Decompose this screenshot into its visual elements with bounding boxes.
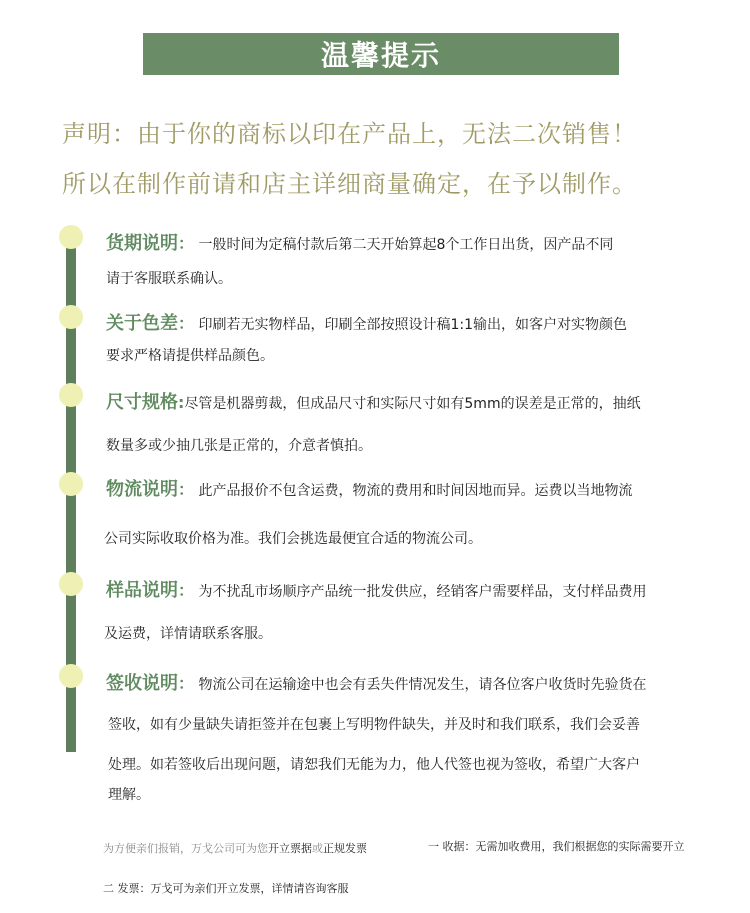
- footer-text: 正规发票: [323, 842, 367, 855]
- section-text: 尽管是机器剪裁，但成品尺寸和实际尺寸如有5mm的误差是正常的，抽纸: [184, 396, 641, 412]
- timeline-dot: [59, 472, 83, 496]
- section-text-line: 处理。如若签收后出现问题，请恕我们无能为力，他人代签也视为签收，希望广大客户: [108, 757, 640, 773]
- section-text-line: 签收，如有少量缺失请拒签并在包裹上写明物件缺失，并及时和我们联系，我们会妥善: [108, 717, 640, 733]
- section-text-line: 公司实际收取价格为准。我们会挑选最便宜合适的物流公司。: [104, 531, 482, 547]
- section-label: 签收说明: [106, 673, 178, 694]
- timeline-dot: [59, 383, 83, 407]
- footer-line-2: 二 发票：万戈可为亲们开立发票，详情请咨询客服: [103, 882, 349, 895]
- section-text: 为不扰乱市场顺序产品统一批发供应，经销客户需要样品，支付样品费用: [198, 584, 647, 600]
- section-text: 此产品报价不包含运费，物流的费用和时间因地而异。运费以当地物流: [198, 483, 633, 499]
- section-text-line: 要求严格请提供样品颜色。: [106, 348, 274, 364]
- section-label: 物流说明: [106, 479, 178, 500]
- timeline-dot: [59, 572, 83, 596]
- timeline-dot: [59, 664, 83, 688]
- banner-title: 温馨提示: [320, 39, 441, 72]
- section-colon: ：: [178, 674, 195, 693]
- section-text: 印刷若无实物样品，印刷全部按照设计稿1:1输出，如客户对实物颜色: [198, 317, 627, 333]
- section-text: 物流公司在运输途中也会有丢失件情况发生，请各位客户收货时先验货在: [198, 677, 647, 693]
- timeline-dot: [59, 225, 83, 249]
- footer-receipt-note: 一 收据：无需加收费用，我们根据您的实际需要开立: [428, 840, 685, 853]
- footer-line-1: [103, 840, 367, 856]
- footer-text: 或: [312, 842, 323, 855]
- section-heading-line: [106, 669, 646, 695]
- section-text: 一般时间为定稿付款后第二天开始算起8个工作日出货，因产品不同: [198, 237, 614, 253]
- section-label: 样品说明: [106, 580, 178, 601]
- section-label: 尺寸规格: [106, 392, 178, 413]
- notice-line-1: 声明：由于你的商标以印在产品上，无法二次销售！: [62, 120, 637, 148]
- section-heading-line: [106, 388, 641, 414]
- footer-text: 开立票据: [268, 842, 312, 855]
- section-colon: ：: [178, 581, 195, 600]
- section-label: 货期说明: [106, 233, 178, 254]
- section-colon: :: [178, 393, 185, 412]
- section-heading-line: [106, 229, 613, 255]
- section-colon: ：: [178, 480, 195, 499]
- section-text-line: 数量多或少抽几张是正常的，介意者慎拍。: [106, 438, 372, 454]
- section-colon: ：: [178, 234, 195, 253]
- section-colon: ：: [178, 314, 195, 333]
- title-banner: [143, 33, 619, 75]
- timeline-dot: [59, 305, 83, 329]
- section-text-line: 及运费，详情请联系客服。: [104, 626, 272, 642]
- section-heading-line: [106, 475, 632, 501]
- section-text-line: 理解。: [108, 787, 150, 803]
- footer-text: 为方便亲们报销，万戈公司可为您: [103, 842, 268, 855]
- section-label: 关于色差: [106, 313, 178, 334]
- section-text-line: 请于客服联系确认。: [106, 271, 232, 287]
- section-heading-line: [106, 576, 646, 602]
- section-heading-line: [106, 309, 627, 335]
- notice-line-2: 所以在制作前请和店主详细商量确定，在予以制作。: [62, 170, 637, 198]
